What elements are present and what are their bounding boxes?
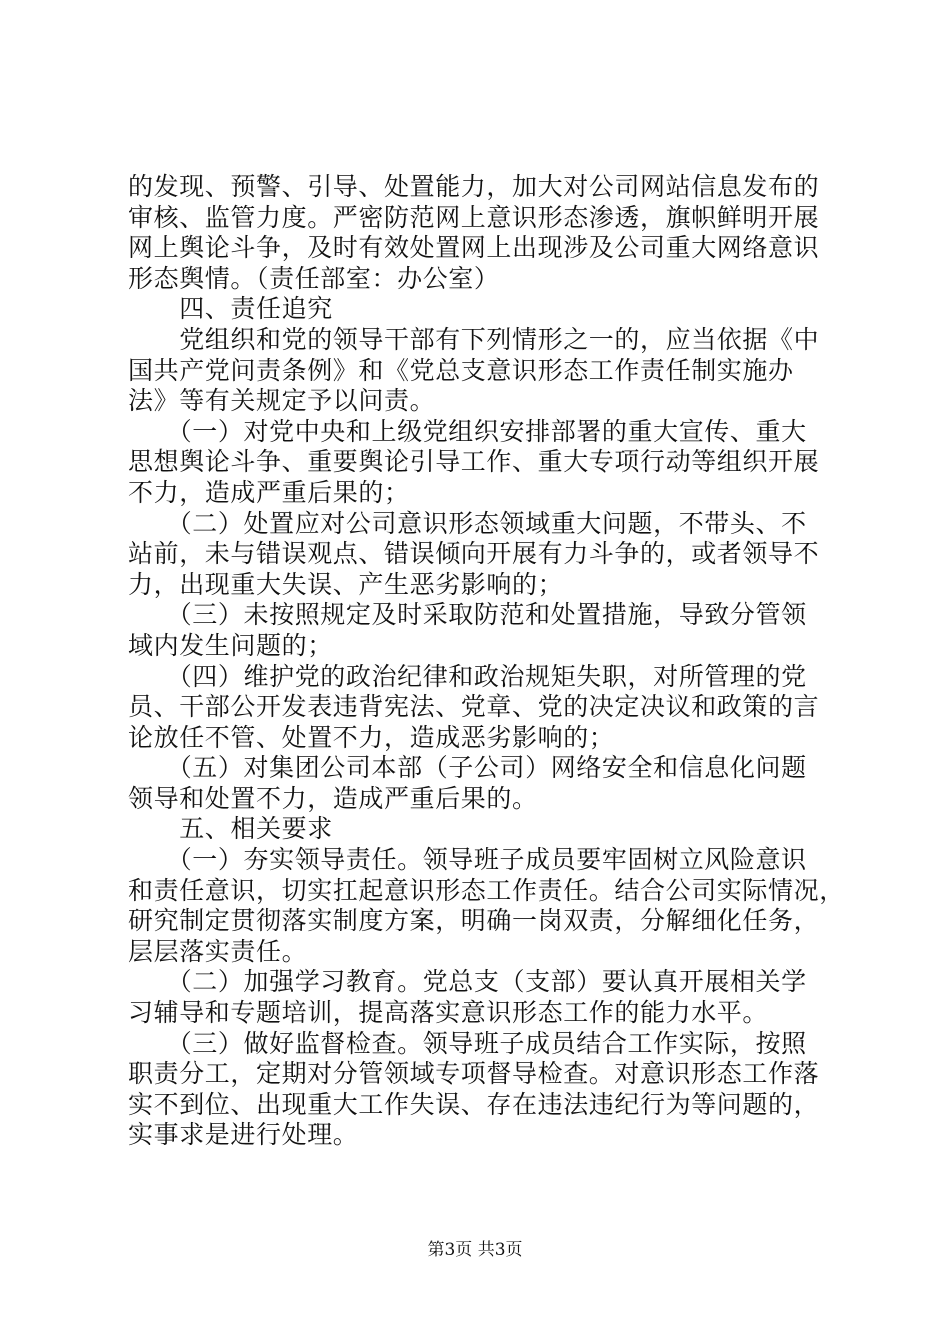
text-line: （二）处置应对公司意识形态领域重大问题，不带头、不	[128, 508, 807, 538]
text-line: （一）夯实领导责任。领导班子成员要牢固树立风险意识	[128, 845, 807, 875]
text-line: 职责分工，定期对分管领域专项督导检查。对意识形态工作落	[128, 1059, 820, 1089]
text-line: 实事求是进行处理。	[128, 1120, 359, 1150]
text-line: 力，出现重大失误、产生恶劣影响的；	[128, 569, 564, 599]
text-line: 法》等有关规定予以问责。	[128, 386, 436, 416]
text-line: 域内发生问题的；	[128, 630, 333, 660]
text-line: 实不到位、出现重大工作失误、存在违法违纪行为等问题的，	[128, 1089, 820, 1119]
page-footer: 第3页 共3页	[427, 1240, 523, 1260]
text-line: （五）对集团公司本部（子公司）网络安全和信息化问题	[128, 753, 807, 783]
text-line: 形态舆情。（责任部室：办公室）	[128, 263, 500, 293]
text-line: 思想舆论斗争、重要舆论引导工作、重大专项行动等组织开展	[128, 447, 820, 477]
text-line: 站前，未与错误观点、错误倾向开展有力斗争的，或者领导不	[128, 539, 820, 569]
text-line: 层层落实责任。	[128, 936, 308, 966]
text-line: 审核、监管力度。严密防范网上意识形态渗透，旗帜鲜明开展	[128, 202, 820, 232]
text-line: （一）对党中央和上级党组织安排部署的重大宣传、重大	[128, 416, 807, 446]
text-line: 论放任不管、处置不力，造成恶劣影响的；	[128, 722, 615, 752]
text-line: 国共产党问责条例》和《党总支意识形态工作责任制实施办	[128, 355, 794, 385]
text-line: 不力，造成严重后果的；	[128, 477, 410, 507]
text-line: （三）未按照规定及时采取防范和处置措施，导致分管领	[128, 600, 807, 630]
text-line: 习辅导和专题培训，提高落实意识形态工作的能力水平。	[128, 998, 769, 1028]
text-line: 员、干部公开发表违背宪法、党章、党的决定决议和政策的言	[128, 692, 820, 722]
text-line: 研究制定贯彻落实制度方案，明确一岗双责，分解细化任务，	[128, 906, 820, 936]
text-line: 五、相关要求	[128, 814, 333, 844]
document-body	[128, 172, 845, 1151]
text-line: 和责任意识，切实扛起意识形态工作责任。结合公司实际情况，	[128, 875, 845, 905]
text-line: （二）加强学习教育。党总支（支部）要认真开展相关学	[128, 967, 807, 997]
text-line: （三）做好监督检查。领导班子成员结合工作实际，按照	[128, 1028, 807, 1058]
text-line: （四）维护党的政治纪律和政治规矩失职，对所管理的党	[128, 661, 807, 691]
text-line: 的发现、预警、引导、处置能力，加大对公司网站信息发布的	[128, 172, 820, 201]
text-line: 党组织和党的领导干部有下列情形之一的，应当依据《中	[128, 324, 820, 354]
text-line: 网上舆论斗争，及时有效处置网上出现涉及公司重大网络意识	[128, 233, 820, 263]
text-line: 四、责任追究	[128, 294, 333, 324]
text-line: 领导和处置不力，造成严重后果的。	[128, 783, 538, 813]
